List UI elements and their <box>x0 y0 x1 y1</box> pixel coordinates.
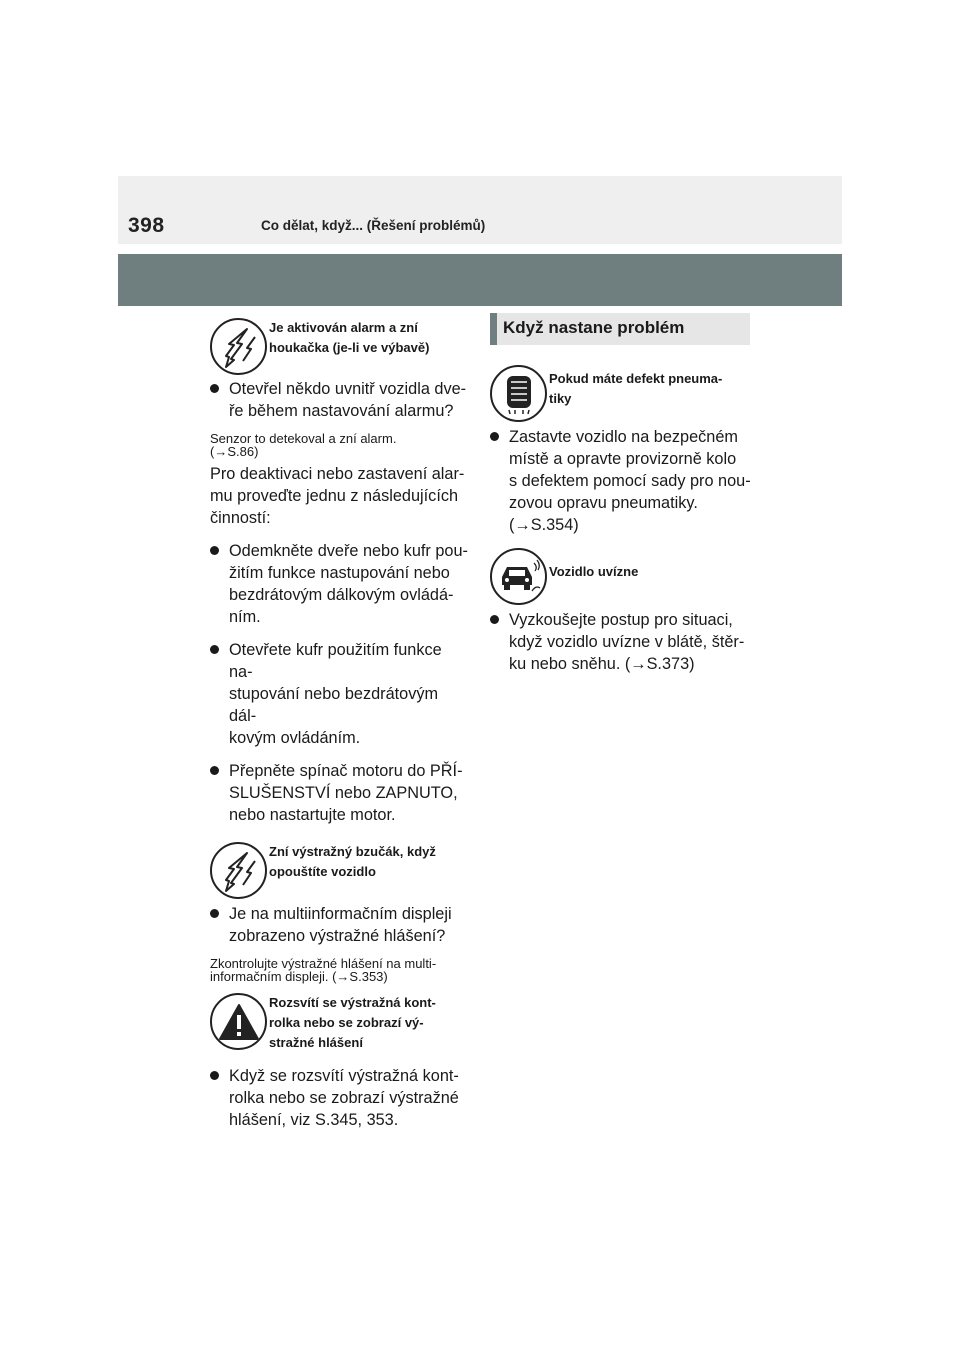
bullet-dot <box>210 645 219 654</box>
page-number: 398 <box>128 214 165 237</box>
flat-tire-label: Pokud máte defekt pneuma- tiky <box>549 371 723 406</box>
chapter-title: Co dělat, když... (Řešení problémů) <box>261 218 486 233</box>
section-heading: Když nastane problém <box>490 313 750 345</box>
alarm-item <box>210 318 468 375</box>
right-column <box>490 306 752 675</box>
stuck-vehicle-label: Vozidlo uvízne <box>549 564 639 579</box>
bullet-unlock: Odemkněte dveře nebo kufr pou- žitím funkce nastupování nebo bezdrátovým dálkovým ovládá- ním. <box>210 540 468 628</box>
warning-label: Rozsvítí se výstražná kont- rolka nebo se zobrazí vý- stražné hlášení <box>269 995 436 1050</box>
bullet-stuck-procedure: Vyzkoušejte postup pro situaci, když vozidlo uvízne v blátě, štěr- ku nebo sněhu. (→S.373) <box>490 609 752 675</box>
bullet-stop-repair: Zastavte vozidlo na bezpečném místě a opravte provizorně kolo s defektem pomocí sady pro nou- zovou opravu pneumatiky. (→S.354) <box>490 426 752 536</box>
bullet-open-inside: Otevřel někdo uvnitř vozidla dve- ře během nastavování alarmu? <box>210 378 468 422</box>
stuck-car-icon <box>490 548 547 605</box>
warning-triangle-icon <box>210 993 267 1050</box>
bullet-dot <box>210 546 219 555</box>
note-sensor: Senzor to detekoval a zní alarm. (→S.86) <box>210 431 397 459</box>
bullet-open-trunk: Otevřete kufr použitím funkce na- stupování nebo bezdrátovým dál- kovým ovládáním. <box>210 639 468 749</box>
flat-tire-icon <box>490 365 547 422</box>
paragraph-deactivate: Pro deaktivaci nebo zastavení alar- mu proveďte jednu z následujících činností: <box>210 465 465 527</box>
alarm-label: Je aktivován alarm a zní houkačka (je-li ve výbavě) <box>269 320 430 355</box>
stuck-vehicle-item <box>490 548 752 605</box>
bullet-dot <box>210 1071 219 1080</box>
warning-item <box>210 993 468 1053</box>
lightning-alarm-icon <box>210 318 267 375</box>
bullet-warning-light: Když se rozsvítí výstražná kont- rolka nebo se zobrazí výstražné hlášení, viz S.345, 353. <box>210 1065 468 1131</box>
bullet-engine-switch: Přepněte spínač motoru do PŘÍ- SLUŠENSTVÍ nebo ZAPNUTO, nebo nastartujte motor. <box>210 760 468 826</box>
bullet-display-message: Je na multiinformačním displeji zobrazeno výstražné hlášení? <box>210 903 468 947</box>
note-check-display: Zkontrolujte výstražné hlášení na multi- informačním displeji. (→S.353) <box>210 956 437 984</box>
bullet-dot <box>490 432 499 441</box>
left-column <box>210 306 468 1131</box>
bullet-dot <box>210 766 219 775</box>
bullet-dot <box>210 384 219 393</box>
buzzer-item <box>210 842 468 899</box>
page-header <box>118 176 842 244</box>
buzzer-label: Zní výstražný bzučák, když opouštíte vozidlo <box>269 844 436 879</box>
bullet-dot <box>210 909 219 918</box>
flat-tire-item <box>490 365 752 422</box>
lightning-buzzer-icon <box>210 842 267 899</box>
header-divider-band <box>118 254 842 306</box>
bullet-dot <box>490 615 499 624</box>
